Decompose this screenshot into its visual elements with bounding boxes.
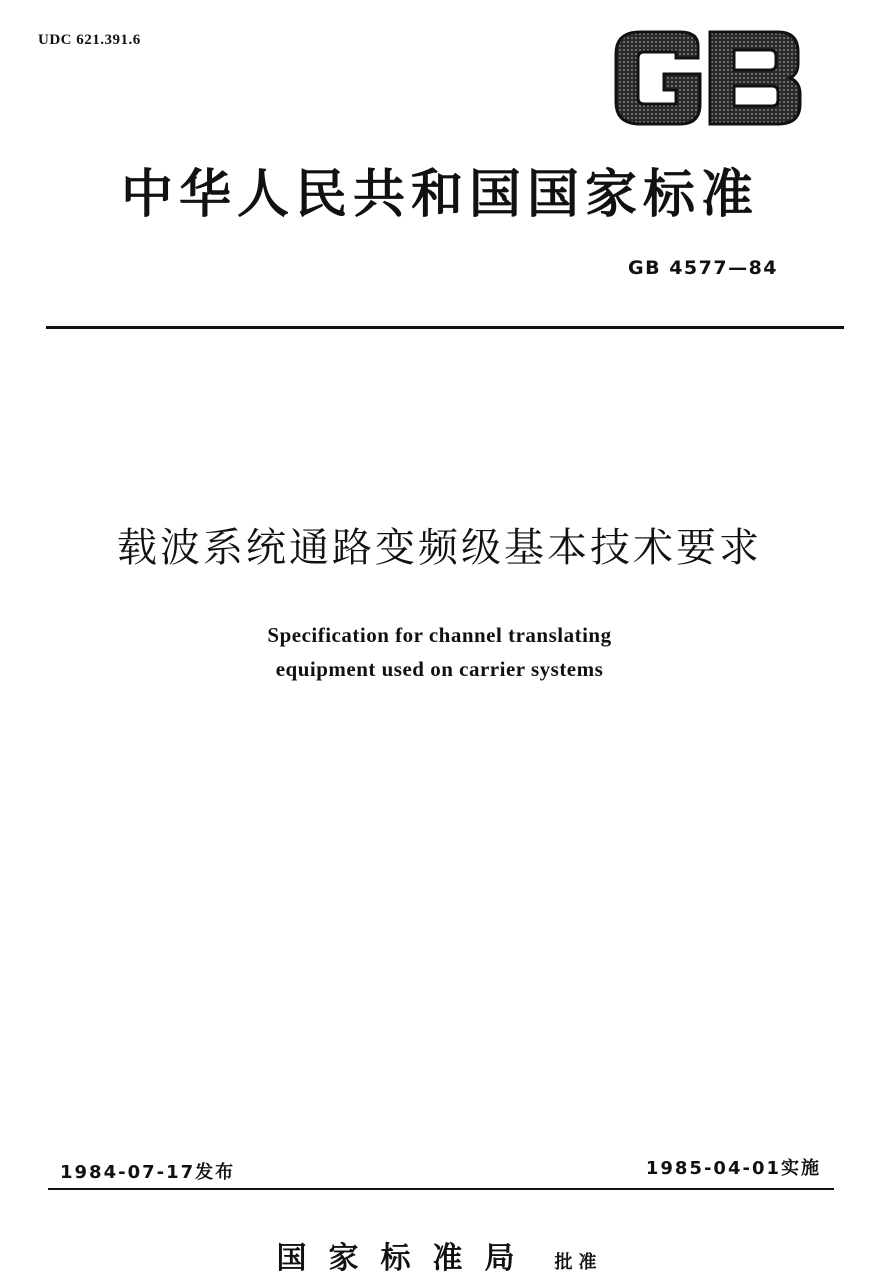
standard-number: GB 4577—84 bbox=[628, 257, 779, 279]
issuing-authority: 国家标准局 bbox=[276, 1241, 537, 1276]
bottom-divider bbox=[48, 1188, 834, 1190]
approved-label: 批准 bbox=[554, 1252, 603, 1273]
issue-date: 1984-07-17发布 bbox=[60, 1162, 236, 1183]
top-divider bbox=[46, 326, 844, 329]
document-title-chinese: 载波系统通路变频级基本技术要求 bbox=[117, 525, 762, 571]
gb-logo bbox=[610, 28, 805, 128]
national-standard-title: 中华人民共和国国家标准 bbox=[120, 165, 759, 225]
gb-logo-icon bbox=[610, 28, 805, 128]
document-title-english bbox=[0, 618, 879, 686]
english-title-line-2: equipment used on carrier systems bbox=[275, 657, 604, 681]
udc-code: UDC 621.391.6 bbox=[38, 32, 141, 48]
approval-line bbox=[0, 1233, 879, 1277]
effective-date: 1985-04-01实施 bbox=[645, 1158, 821, 1179]
english-title-line-1: Specification for channel translating bbox=[267, 623, 612, 647]
